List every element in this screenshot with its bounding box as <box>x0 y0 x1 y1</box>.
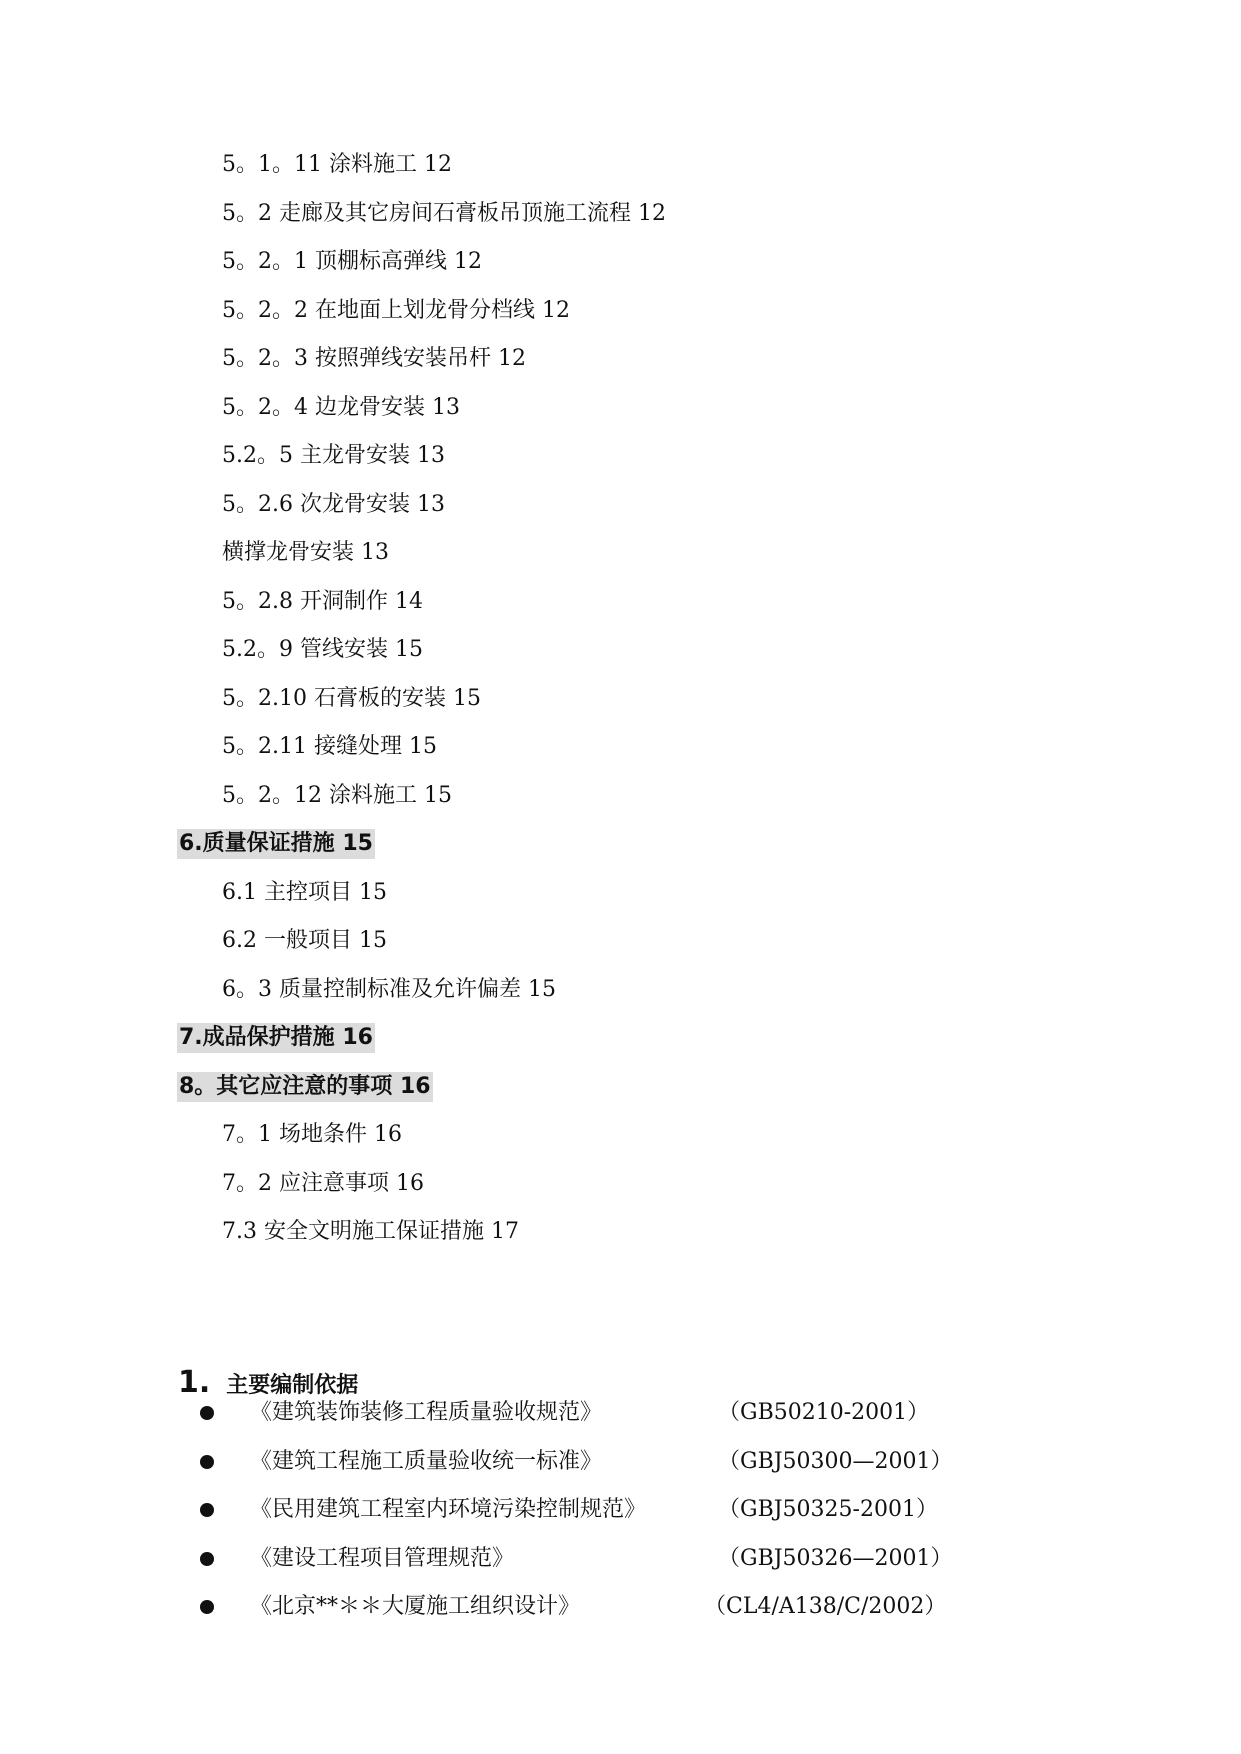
toc-entry: 7。2 应注意事项 16 <box>222 1170 424 1196</box>
toc-entry: 5。1。11 涂料施工 12 <box>222 152 452 177</box>
bullet-icon <box>200 1552 214 1566</box>
toc-entry: 6.2 一般项目 15 <box>222 928 387 953</box>
list-item <box>200 1494 960 1526</box>
list-item <box>200 1397 960 1429</box>
toc-entry: 5.2。5 主龙骨安装 13 <box>222 443 445 468</box>
toc-entry: 5。2 走廊及其它房间石膏板吊顶施工流程 12 <box>222 200 666 226</box>
toc-entry: 5。2。2 在地面上划龙骨分档线 12 <box>222 297 570 323</box>
bullet-icon <box>200 1503 214 1517</box>
reference-title: 《民用建筑工程室内环境污染控制规范》 <box>250 1497 647 1522</box>
toc-entry: 5。2。3 按照弹线安装吊杆 12 <box>222 346 526 371</box>
toc-heading: 7.成品保护措施 16 <box>177 1023 375 1053</box>
section-number: 1. <box>178 1365 211 1400</box>
reference-code: （GBJ50300—2001） <box>718 1448 953 1474</box>
toc-entry: 6.1 主控项目 15 <box>222 879 387 905</box>
toc-entry: 横撑龙骨安装 13 <box>222 540 389 565</box>
list-item <box>200 1591 960 1623</box>
toc-entry: 5。2.11 接缝处理 15 <box>222 734 437 759</box>
section-title: 主要编制依据 <box>226 1373 359 1398</box>
toc-entry: 6。3 质量控制标准及允许偏差 15 <box>222 976 556 1002</box>
toc-entry: 7.3 安全文明施工保证措施 17 <box>222 1219 519 1244</box>
toc-heading: 8。其它应注意的事项 16 <box>177 1072 433 1102</box>
toc-entry: 5。2。1 顶棚标高弹线 12 <box>222 249 482 274</box>
toc-entry: 5。2.6 次龙骨安装 13 <box>222 491 445 517</box>
toc-entry: 5.2。9 管线安装 15 <box>222 637 423 662</box>
reference-title: 《建筑工程施工质量验收统一标准》 <box>250 1448 603 1474</box>
bullet-icon <box>200 1455 214 1469</box>
reference-code: （GBJ50325-2001） <box>718 1497 938 1522</box>
bullet-icon <box>200 1406 214 1420</box>
list-item <box>200 1543 960 1575</box>
section-heading <box>178 1365 358 1400</box>
toc-entry: 5。2。4 边龙骨安装 13 <box>222 394 460 420</box>
reference-code: （GB50210-2001） <box>718 1400 930 1425</box>
toc-heading: 6.质量保证措施 15 <box>177 829 375 859</box>
reference-code: （CL4/A138/C/2002） <box>704 1594 947 1619</box>
reference-title: 《北京**＊＊大厦施工组织设计》 <box>250 1594 581 1619</box>
bullet-icon <box>200 1600 214 1614</box>
toc-entry: 7。1 场地条件 16 <box>222 1122 402 1147</box>
list-item <box>200 1446 960 1478</box>
toc-entry: 5。2.8 开洞制作 14 <box>222 588 423 614</box>
reference-title: 《建筑装饰装修工程质量验收规范》 <box>250 1400 603 1425</box>
reference-code: （GBJ50326—2001） <box>718 1545 953 1571</box>
toc-entry: 5。2.10 石膏板的安装 15 <box>222 685 481 711</box>
toc-entry: 5。2。12 涂料施工 15 <box>222 782 452 808</box>
reference-title: 《建设工程项目管理规范》 <box>250 1545 515 1571</box>
